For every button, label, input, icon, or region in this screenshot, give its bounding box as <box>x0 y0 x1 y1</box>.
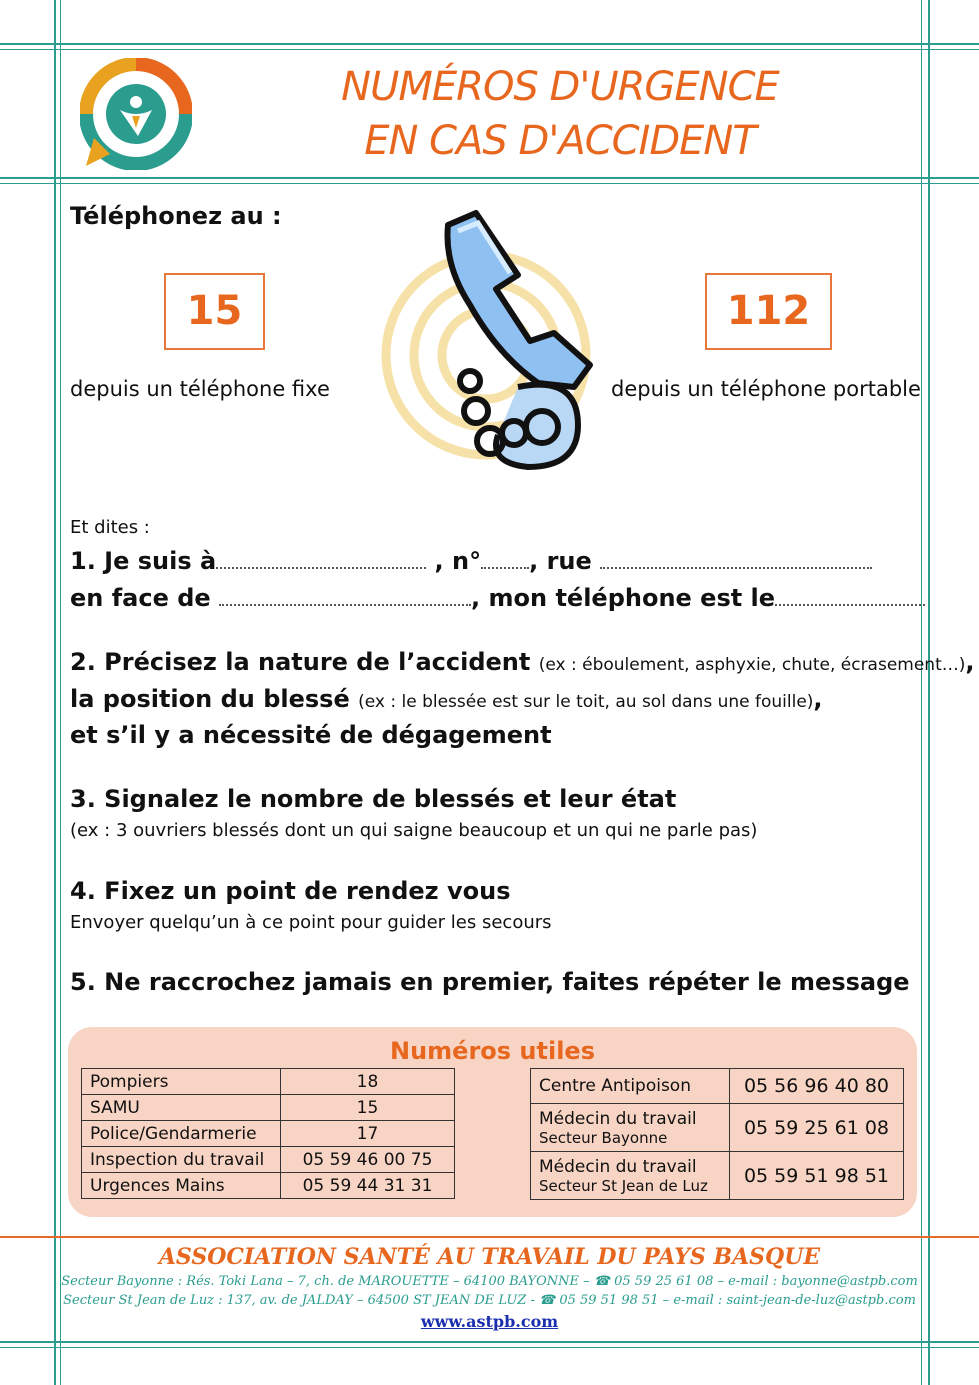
address-saint-jean-de-luz: Secteur St Jean de Luz : 137, av. de JALDAY – 64500 ST JEAN DE LUZ - ☎ 05 59 51 98 51 – e-mail : saint-jean-de-luz@astpb.com <box>63 1293 916 1308</box>
fixed-number-box: 15 <box>164 273 265 350</box>
table-row <box>82 1121 455 1147</box>
association-name: ASSOCIATION SANTÉ AU TRAVAIL DU PAYS BASQUE <box>158 1244 821 1270</box>
mobile-number-box: 112 <box>705 273 832 350</box>
step-1-d: en face de <box>70 584 211 612</box>
table-row <box>82 1173 455 1199</box>
fill-blank-street <box>600 553 872 569</box>
frame-line-right-outer <box>928 0 930 1385</box>
service-name: SAMU <box>82 1095 281 1121</box>
website-link[interactable]: www.astpb.com <box>420 1312 559 1331</box>
step-5: 5. Ne raccrochez jamais en premier, faites répéter le message <box>70 968 910 996</box>
address-bayonne: Secteur Bayonne : Rés. Toki Lana – 7, ch. de MAROUETTE – 64100 BAYONNE – ☎ 05 59 25 61 08 – e-mail : bayonne@astpb.com <box>61 1274 918 1289</box>
step-4-note: Envoyer quelqu’un à ce point pour guider les secours <box>70 912 552 933</box>
fill-blank-location <box>216 553 426 569</box>
useful-table-left <box>81 1068 455 1199</box>
fill-blank-facing <box>219 590 471 606</box>
fill-blank-number <box>481 553 529 569</box>
service-number: 05 56 96 40 80 <box>730 1069 904 1104</box>
service-name: Inspection du travail <box>82 1147 281 1173</box>
service-name <box>531 1069 730 1104</box>
step-1-a: 1. Je suis à <box>70 547 217 575</box>
footer-line-bottom-2 <box>0 1347 979 1348</box>
step-2-a-example: (ex : éboulement, asphyxie, chute, écrasement…) <box>538 655 966 675</box>
useful-numbers-title: Numéros utiles <box>390 1037 595 1065</box>
useful-table-right <box>530 1068 904 1200</box>
table-row <box>82 1069 455 1095</box>
step-2-b: la position du blessé <box>70 685 350 713</box>
service-name <box>531 1152 730 1200</box>
step-3: 3. Signalez le nombre de blessés et leur état <box>70 785 677 813</box>
step-1-line-2 <box>70 584 925 612</box>
frame-line-top <box>0 43 979 45</box>
service-name: Urgences Mains <box>82 1173 281 1199</box>
service-name: Police/Gendarmerie <box>82 1121 281 1147</box>
step-1-b: , n° <box>434 547 482 575</box>
table-row <box>531 1152 904 1200</box>
footer-line-orange <box>0 1236 979 1238</box>
service-number: 05 59 51 98 51 <box>730 1152 904 1200</box>
service-name <box>531 1104 730 1152</box>
table-row <box>82 1147 455 1173</box>
frame-line-header-bottom <box>0 177 979 179</box>
step-2-line-1: 2. Précisez la nature de l’accident (ex : éboulement, asphyxie, chute, écrasement…), <box>70 648 975 676</box>
service-name-main: Médecin du travail <box>539 1156 697 1177</box>
title-line-2: EN CAS D'ACCIDENT <box>364 118 756 164</box>
step-1-c: , rue <box>529 547 592 575</box>
telephone-handset-icon <box>378 205 608 485</box>
table-row <box>531 1069 904 1104</box>
step-2-b-example: (ex : le blessée est sur le toit, au sol dans une fouille) <box>358 692 814 712</box>
step-2-c: et s’il y a nécessité de dégagement <box>70 721 552 749</box>
call-heading: Téléphonez au : <box>70 202 282 230</box>
frame-line-top-2 <box>0 49 979 50</box>
fixed-label: depuis un téléphone fixe <box>70 377 330 401</box>
frame-line-header-bottom-2 <box>0 183 979 184</box>
service-number: 15 <box>281 1095 455 1121</box>
service-name-main: Médecin du travail <box>539 1108 697 1129</box>
step-2-line-2: la position du blessé (ex : le blessée est sur le toit, au sol dans une fouille), <box>70 685 823 713</box>
footer-line-bottom <box>0 1341 979 1343</box>
mobile-label: depuis un téléphone portable <box>611 377 921 401</box>
step-1-e: , mon téléphone est le <box>471 584 776 612</box>
service-name: Pompiers <box>82 1069 281 1095</box>
service-name-main: Centre Antipoison <box>539 1076 691 1096</box>
astpb-logo-icon <box>80 58 192 170</box>
service-number: 18 <box>281 1069 455 1095</box>
service-number: 17 <box>281 1121 455 1147</box>
instructions-intro: Et dites : <box>70 517 150 538</box>
service-number: 05 59 46 00 75 <box>281 1147 455 1173</box>
frame-line-left <box>54 0 56 1385</box>
service-number: 05 59 25 61 08 <box>730 1104 904 1152</box>
fill-blank-phone <box>775 590 925 606</box>
frame-line-right <box>921 0 922 1385</box>
step-1-line-1 <box>70 547 872 575</box>
service-sector: Secteur Bayonne <box>539 1128 668 1147</box>
useful-numbers-panel <box>68 1027 917 1217</box>
step-2-a: 2. Précisez la nature de l’accident <box>70 648 531 676</box>
table-row <box>531 1104 904 1152</box>
step-4: 4. Fixez un point de rendez vous <box>70 877 511 905</box>
table-row <box>82 1095 455 1121</box>
service-number: 05 59 44 31 31 <box>281 1173 455 1199</box>
title-line-1: NUMÉROS D'URGENCE <box>341 64 779 110</box>
page-title <box>300 60 820 168</box>
step-3-note: (ex : 3 ouvriers blessés dont un qui saigne beaucoup et un qui ne parle pas) <box>70 820 758 841</box>
service-sector: Secteur St Jean de Luz <box>539 1176 708 1195</box>
frame-line-left-inner <box>60 0 61 1385</box>
